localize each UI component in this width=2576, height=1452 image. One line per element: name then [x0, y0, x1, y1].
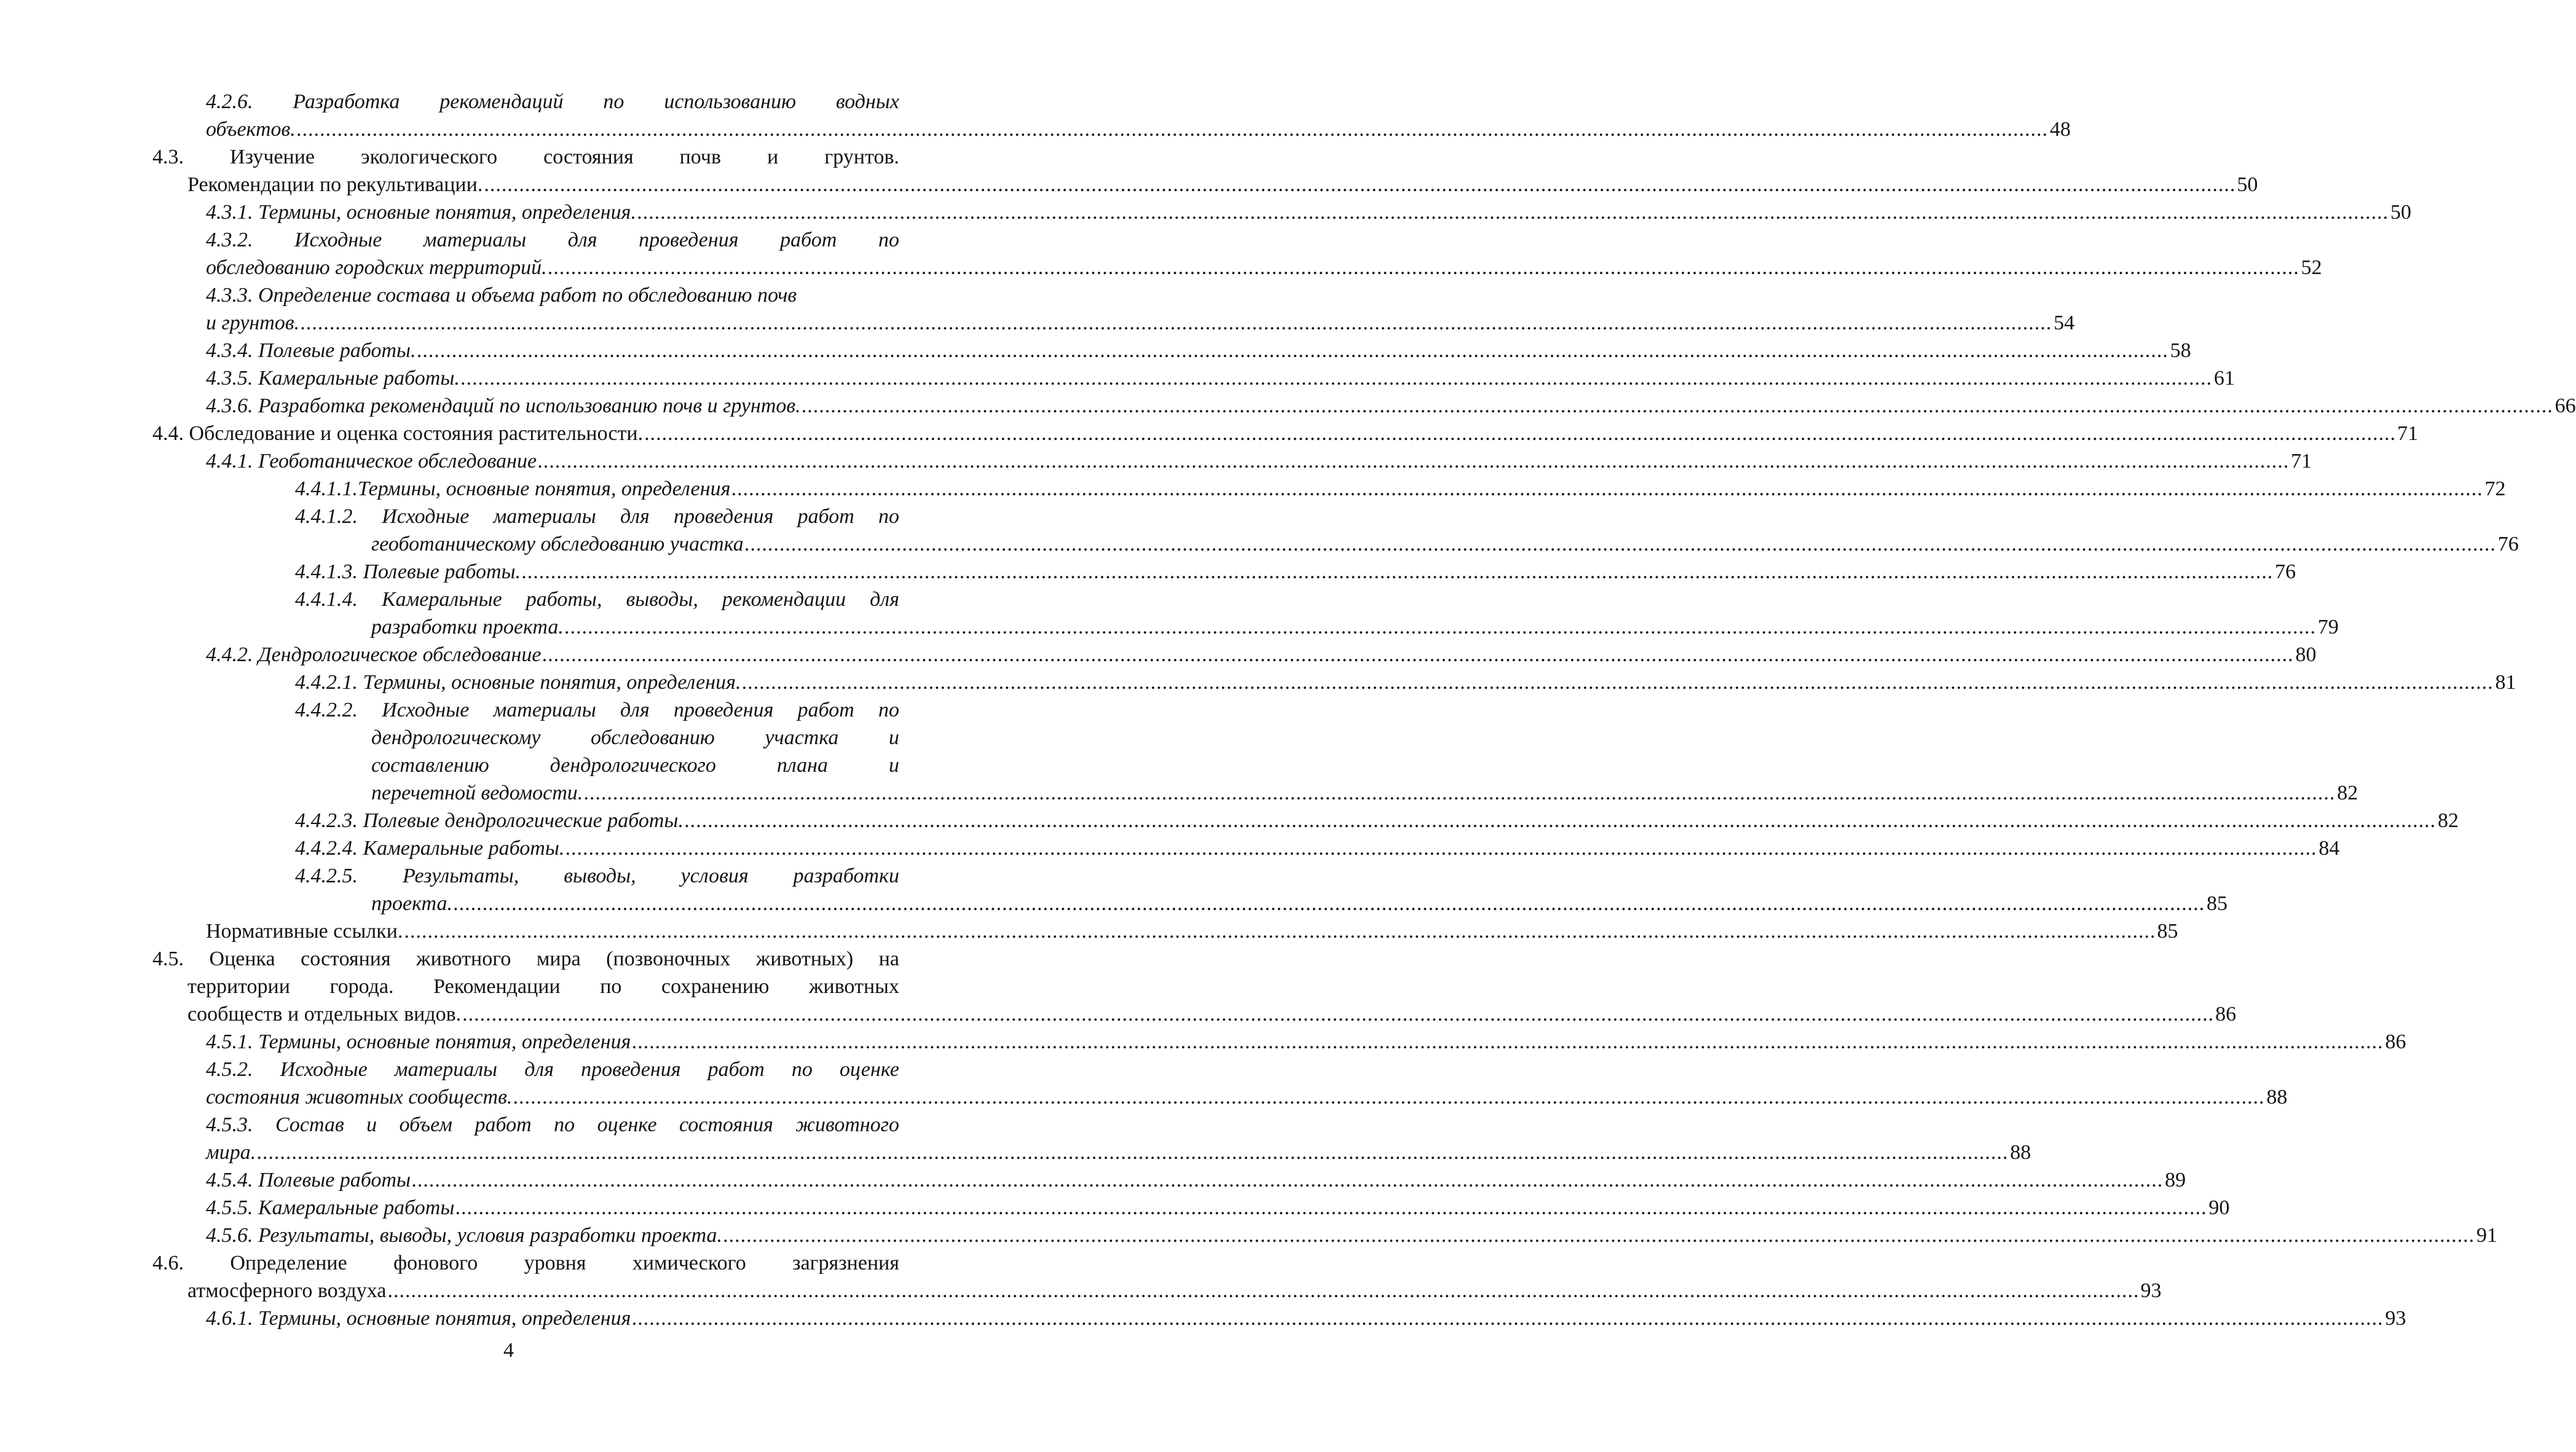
toc-line [0, 1139, 2031, 1166]
toc-line [0, 364, 2235, 392]
toc-entry[interactable] [206, 1194, 2230, 1222]
toc-line [0, 1277, 2162, 1305]
toc-entry[interactable] [206, 447, 2312, 475]
dot-leader: ............................................................................................................................................................................................................................................................................................................ [744, 533, 2497, 555]
dot-leader: ............................................................................................................................................................................................................................................................................................................ [632, 1030, 2384, 1053]
dot-leader: ............................................................................................................................................................................................................................................................................................................ [257, 1141, 2009, 1164]
toc-line [0, 724, 1017, 752]
toc-entry-title: 4.4.2.3. Полевые дендрологические работы. [295, 809, 683, 832]
toc-entry-number: 4.2.6. [206, 90, 253, 113]
dot-leader: ............................................................................................................................................................................................................................................................................................................ [484, 173, 2236, 196]
dot-leader: ............................................................................................................................................................................................................................................................................................................ [644, 422, 2397, 445]
toc-entry[interactable] [371, 890, 2228, 917]
toc-line [0, 337, 2191, 364]
toc-entry[interactable] [206, 198, 2411, 226]
toc-entry-heading[interactable] [152, 1249, 899, 1277]
toc-entry-title: Исходные материалы для проведения работ по оценке [280, 1058, 899, 1081]
dot-leader: ............................................................................................................................................................................................................................................................................................................ [548, 256, 2300, 279]
dot-leader: ............................................................................................................................................................................................................................................................................................................ [462, 1003, 2215, 1026]
toc-entry-title: Нормативные ссылки. [206, 920, 403, 943]
toc-page-number: 80 [2295, 643, 2317, 666]
toc-entry-title: мира. [206, 1141, 256, 1164]
toc-entry-number: 4.5.3. [206, 1113, 253, 1136]
toc-entry-heading[interactable] [206, 1056, 899, 1083]
dot-leader: ............................................................................................................................................................................................................................................................................................................ [632, 1307, 2384, 1330]
toc-entry-title: геоботаническому обследованию участка [371, 533, 744, 555]
toc-entry-title: 4.4.1.3. Полевые работы. [295, 560, 521, 583]
toc-entry[interactable] [295, 558, 2296, 586]
toc-entry[interactable] [206, 1166, 2186, 1194]
toc-entry[interactable] [206, 392, 2576, 420]
toc-line [0, 254, 2322, 281]
toc-entry[interactable] [187, 171, 2258, 198]
toc-entry-title: Исходные материалы для проведения работ по [294, 229, 899, 251]
toc-entry-title: 4.5.6. Результаты, выводы, условия разработки проекта. [206, 1224, 723, 1247]
dot-leader: ............................................................................................................................................................................................................................................................................................................ [460, 367, 2213, 390]
toc-line [0, 862, 1017, 890]
toc-entry[interactable] [206, 1083, 2288, 1111]
toc-line [0, 447, 2312, 475]
toc-line [0, 1222, 2498, 1249]
page-number: 4 [503, 1339, 514, 1362]
toc-entry-number: 4.5. [152, 948, 184, 970]
toc-entry-title: проекта. [371, 892, 453, 915]
dot-leader: ............................................................................................................................................................................................................................................................................................................ [731, 477, 2484, 500]
toc-line [0, 779, 2358, 807]
toc-entry-heading[interactable] [206, 1111, 899, 1139]
toc-line [0, 834, 2340, 862]
toc-entry[interactable] [152, 420, 2419, 447]
toc-line [0, 420, 2419, 447]
toc-entry-title: состояния животных сообществ. [206, 1086, 513, 1109]
toc-page-number: 88 [2266, 1086, 2288, 1109]
toc-entry-title: Оценка состояния животного мира (позвоночных животных) на [209, 948, 899, 970]
toc-entry[interactable] [371, 530, 2519, 558]
toc-entry-title: 4.3.5. Камеральные работы. [206, 367, 460, 390]
toc-line [0, 143, 1017, 171]
toc-page-number: 58 [2170, 339, 2191, 362]
toc-entry-number: 4.3. [152, 146, 184, 168]
toc-entry-title: обследованию городских территорий. [206, 256, 547, 279]
toc-entry-heading[interactable] [206, 226, 899, 254]
toc-page-number: 86 [2385, 1030, 2406, 1053]
toc-line [0, 281, 1017, 309]
toc-entry-title: атмосферного воздуха [187, 1279, 387, 1302]
toc-page-number: 66 [2554, 394, 2576, 417]
toc-entry-title: и грунтов. [206, 312, 300, 334]
toc-entry-number: 4.4.1.4. [295, 588, 358, 611]
toc-line [0, 586, 1017, 613]
toc-entry[interactable] [295, 834, 2340, 862]
toc-line [0, 696, 1017, 724]
dot-leader: ............................................................................................................................................................................................................................................................................................................ [637, 201, 2389, 224]
toc-entry[interactable] [206, 1139, 2031, 1166]
toc-page-number: 81 [2495, 671, 2516, 694]
toc-line [0, 309, 2075, 337]
dot-leader: ............................................................................................................................................................................................................................................................................................................ [802, 394, 2554, 417]
dot-leader: ............................................................................................................................................................................................................................................................................................................ [564, 616, 2317, 638]
toc-page-number: 52 [2301, 256, 2322, 279]
toc-page-number: 91 [2476, 1224, 2498, 1247]
dot-leader: ............................................................................................................................................................................................................................................................................................................ [412, 1169, 2164, 1191]
toc-entry-title: объектов. [206, 118, 296, 141]
dot-leader: ............................................................................................................................................................................................................................................................................................................ [723, 1224, 2476, 1247]
toc-entry[interactable] [206, 116, 2071, 143]
toc-entry-number: 4.4.1.2. [295, 505, 358, 528]
toc-entry-title: Рекомендации по рекультивации. [187, 173, 483, 196]
toc-page-number: 90 [2208, 1196, 2230, 1219]
toc-entry[interactable] [206, 1305, 2406, 1332]
toc-entry[interactable] [206, 1028, 2406, 1056]
toc-line [0, 171, 2258, 198]
toc-page-number: 71 [2291, 450, 2312, 473]
toc-line [0, 973, 1017, 1000]
toc-entry[interactable] [371, 613, 2339, 641]
dot-leader: ............................................................................................................................................................................................................................................................................................................ [301, 312, 2053, 334]
toc-page-number: 86 [2215, 1003, 2237, 1026]
toc-page-number: 50 [2237, 173, 2258, 196]
toc-line [0, 1194, 2230, 1222]
dot-leader: ............................................................................................................................................................................................................................................................................................................ [522, 560, 2274, 583]
dot-leader: ............................................................................................................................................................................................................................................................................................................ [513, 1086, 2266, 1109]
toc-entry-number: 4.3.2. [206, 229, 253, 251]
toc-page-number: 82 [2337, 782, 2358, 804]
dot-leader: ............................................................................................................................................................................................................................................................................................................ [296, 118, 2049, 141]
toc-page-number: 82 [2437, 809, 2459, 832]
toc-entry-number: 4.5.2. [206, 1058, 253, 1081]
toc-line [0, 669, 2516, 696]
toc-entry-title: Изучение экологического состояния почв и грунтов. [230, 146, 900, 168]
toc-entry-title: разработки проекта. [371, 616, 564, 638]
toc-entry[interactable] [206, 1222, 2498, 1249]
toc-entry-title: перечетной ведомости. [371, 782, 583, 804]
toc-entry[interactable] [371, 779, 2358, 807]
toc-entry-title: 4.3.6. Разработка рекомендаций по использованию почв и грунтов. [206, 394, 801, 417]
toc-entry[interactable] [206, 337, 2191, 364]
toc-line [0, 1305, 2406, 1332]
dot-leader: ............................................................................................................................................................................................................................................................................................................ [455, 1196, 2208, 1219]
toc-page-number: 85 [2157, 920, 2178, 943]
toc-line [0, 807, 2459, 834]
toc-entry-heading[interactable] [152, 945, 899, 973]
toc-line [0, 1056, 1017, 1083]
toc-page-number: 85 [2207, 892, 2228, 915]
toc-entry-title: 4.4. Обследование и оценка состояния растительности. [152, 422, 644, 445]
toc-entry-heading[interactable] [295, 862, 899, 890]
toc-page-number: 89 [2165, 1169, 2186, 1191]
toc-entry-title[interactable]: 4.3.3. Определение состава и объема работ по обследованию почв [206, 284, 797, 307]
toc-entry-title: Исходные материалы для проведения работ по [382, 505, 899, 528]
toc-entry-title: 4.6.1. Термины, основные понятия, определения [206, 1307, 631, 1330]
toc-entry-title: сообществ и отдельных видов. [187, 1003, 462, 1026]
toc-entry[interactable] [187, 1000, 2237, 1028]
dot-leader: ............................................................................................................................................................................................................................................................................................................ [404, 920, 2156, 943]
toc-line [0, 392, 2576, 420]
toc-entry-title: 4.3.4. Полевые работы. [206, 339, 416, 362]
toc-entry-continuation: дендрологическому обследованию участка и [371, 726, 899, 749]
toc-line [0, 890, 2228, 917]
toc-page-number: 54 [2054, 312, 2075, 334]
toc-page-number: 72 [2484, 477, 2506, 500]
toc-line [0, 1166, 2186, 1194]
toc-line [0, 1249, 1017, 1277]
toc-line [0, 1083, 2288, 1111]
toc-line [0, 503, 1017, 530]
toc-page-number: 48 [2049, 118, 2071, 141]
toc-page-number: 61 [2213, 367, 2235, 390]
toc-entry[interactable] [206, 917, 2178, 945]
toc-entry[interactable] [295, 807, 2459, 834]
toc-line [0, 917, 2178, 945]
toc-entry-title: 4.5.1. Термины, основные понятия, определения [206, 1030, 631, 1053]
toc-entry-title: 4.3.1. Термины, основные понятия, определения. [206, 201, 636, 224]
dot-leader: ............................................................................................................................................................................................................................................................................................................ [542, 643, 2294, 666]
toc-line [0, 530, 2519, 558]
dot-leader: ............................................................................................................................................................................................................................................................................................................ [454, 892, 2206, 915]
toc-page-number: 93 [2140, 1279, 2162, 1302]
toc-entry-title: Исходные материалы для проведения работ по [382, 699, 899, 721]
toc-page-number: 71 [2397, 422, 2419, 445]
toc-entry-title: Разработка рекомендаций по использованию водных [293, 90, 899, 113]
toc-entry-title: Определение фонового уровня химического загрязнения [230, 1252, 899, 1274]
toc-entry-heading[interactable] [295, 503, 899, 530]
toc-entry-number: 4.6. [152, 1252, 184, 1274]
toc-entry[interactable] [206, 364, 2235, 392]
dot-leader: ............................................................................................................................................................................................................................................................................................................ [538, 450, 2290, 473]
toc-page-number: 76 [2275, 560, 2296, 583]
toc-line [0, 1111, 1017, 1139]
toc-line [0, 1000, 2237, 1028]
toc-entry[interactable] [295, 475, 2506, 503]
toc-line [0, 1028, 2406, 1056]
toc-page-number: 93 [2385, 1307, 2406, 1330]
toc-line [0, 641, 2317, 669]
toc-line [0, 613, 2339, 641]
toc-entry-continuation: территории города. Рекомендации по сохранению животных [187, 975, 899, 998]
toc-entry-heading[interactable] [152, 143, 899, 171]
toc-line [0, 116, 2071, 143]
toc-entry-title: Состав и объем работ по оценке состояния животного [275, 1113, 900, 1136]
toc-page-number: 76 [2497, 533, 2519, 555]
table-of-contents [0, 88, 2576, 1332]
toc-entry-heading[interactable] [295, 696, 899, 724]
toc-entry-title: 4.5.4. Полевые работы [206, 1169, 411, 1191]
toc-entry-number: 4.4.2.2. [295, 699, 358, 721]
toc-entry[interactable] [206, 254, 2322, 281]
toc-line [0, 558, 2296, 586]
toc-entry-title: 4.4.1. Геоботаническое обследование [206, 450, 537, 473]
dot-leader: ............................................................................................................................................................................................................................................................................................................ [584, 782, 2336, 804]
toc-entry-title: 4.4.2. Дендрологическое обследование [206, 643, 542, 666]
dot-leader: ............................................................................................................................................................................................................................................................................................................ [565, 837, 2318, 860]
toc-entry-heading[interactable] [206, 88, 899, 116]
dot-leader: ............................................................................................................................................................................................................................................................................................................ [387, 1279, 2140, 1302]
toc-entry-title: 4.4.1.1.Термины, основные понятия, определения [295, 477, 731, 500]
toc-entry-number: 4.4.2.5. [295, 865, 358, 887]
toc-entry-continuation: составлению дендрологического плана и [371, 754, 899, 777]
dot-leader: ............................................................................................................................................................................................................................................................................................................ [742, 671, 2494, 694]
toc-entry-title: Результаты, выводы, условия разработки [403, 865, 899, 887]
toc-line [0, 752, 1017, 779]
toc-entry[interactable] [295, 669, 2516, 696]
toc-line [0, 88, 1017, 116]
toc-entry-title: Камеральные работы, выводы, рекомендации для [382, 588, 899, 611]
toc-entry-title: 4.4.2.4. Камеральные работы. [295, 837, 565, 860]
toc-page-number: 79 [2317, 616, 2339, 638]
toc-entry[interactable] [206, 309, 2075, 337]
dot-leader: ............................................................................................................................................................................................................................................................................................................ [417, 339, 2169, 362]
toc-line [0, 226, 1017, 254]
toc-entry-title: 4.4.2.1. Термины, основные понятия, определения. [295, 671, 741, 694]
toc-line [0, 475, 2506, 503]
toc-line [0, 198, 2411, 226]
toc-page-number: 84 [2318, 837, 2340, 860]
toc-entry-heading[interactable] [295, 586, 899, 613]
dot-leader: ............................................................................................................................................................................................................................................................................................................ [684, 809, 2436, 832]
toc-entry[interactable] [206, 641, 2317, 669]
toc-line [0, 945, 1017, 973]
toc-page-number: 88 [2010, 1141, 2031, 1164]
toc-page-number: 50 [2390, 201, 2411, 224]
toc-entry[interactable] [187, 1277, 2162, 1305]
toc-entry-title: 4.5.5. Камеральные работы [206, 1196, 455, 1219]
